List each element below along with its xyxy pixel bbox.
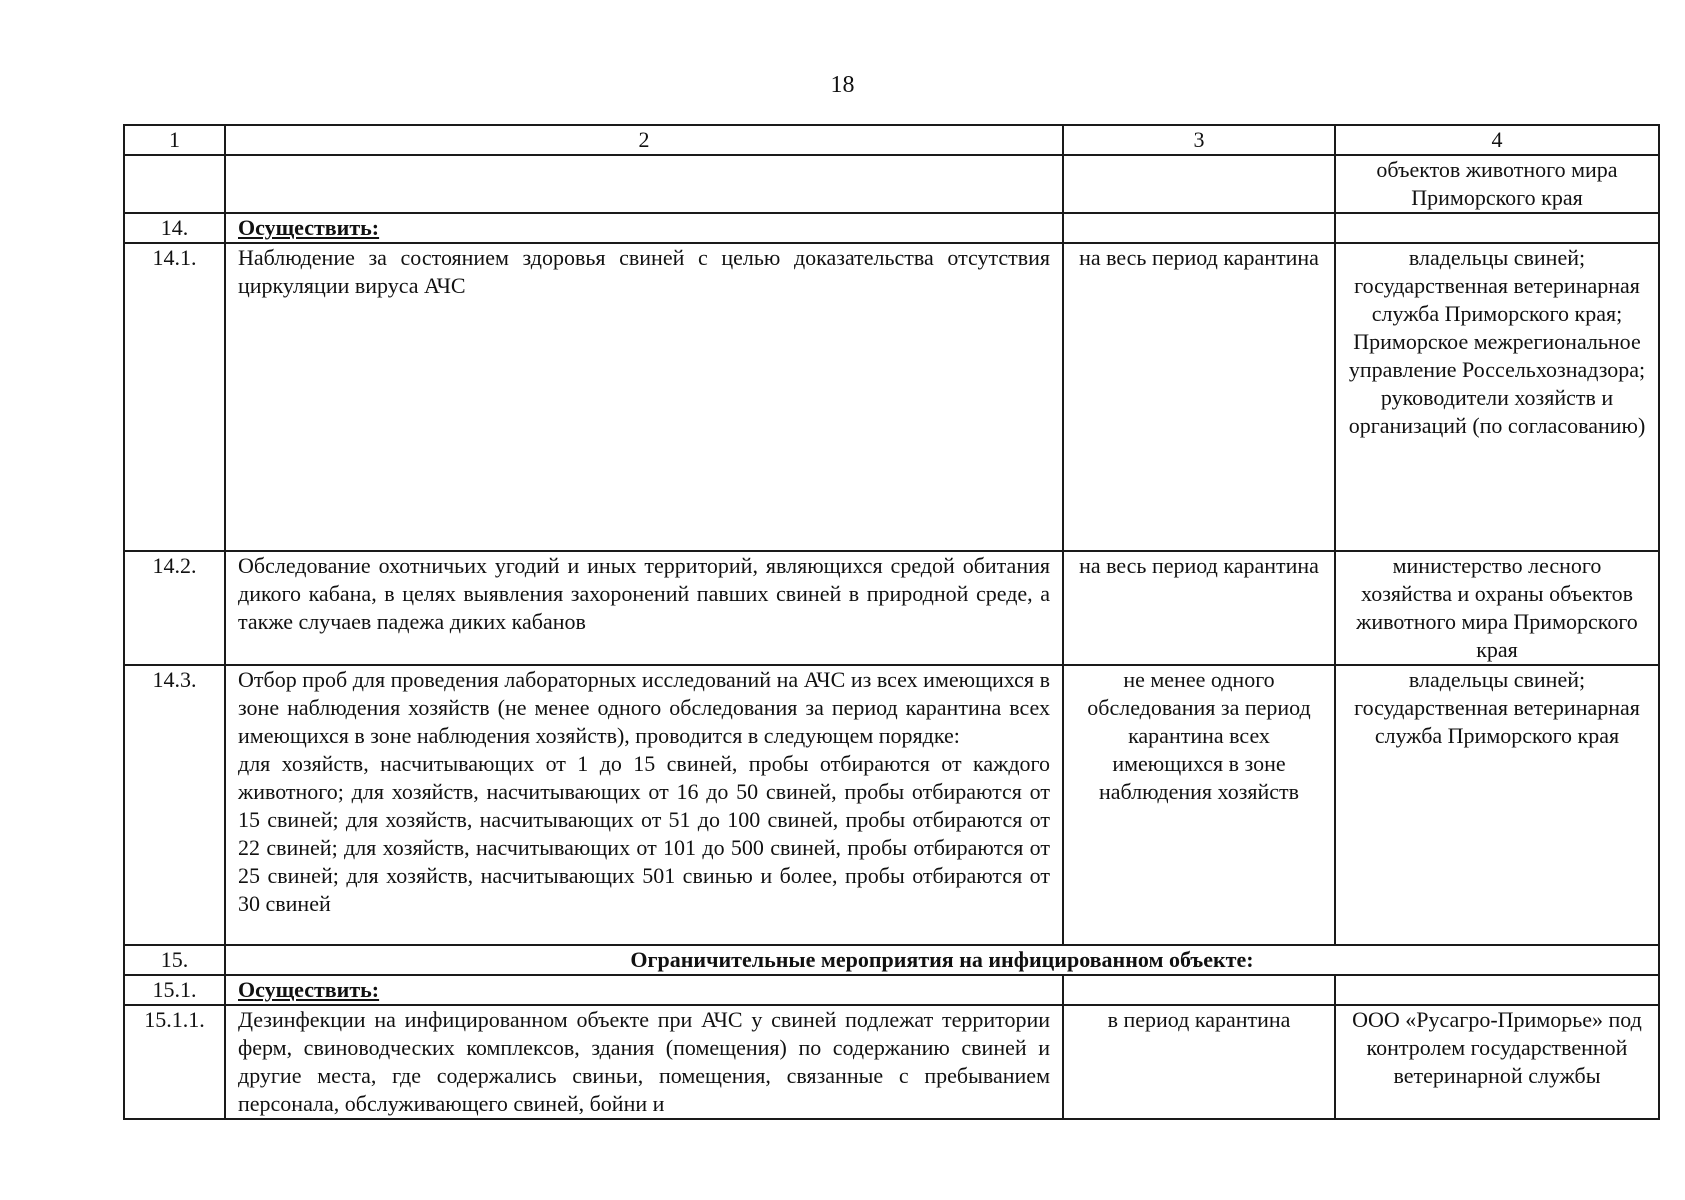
table-row [124, 213, 1659, 243]
measure-cell: Обследование охотничьих угодий и иных территорий, являющихся средой обитания дикого кабана, в целях выявления захоронений павших свиней в природной среде, а также случаев падежа диких кабанов [225, 551, 1063, 665]
row-number: 14.3. [124, 665, 225, 945]
section-heading: Ограничительные мероприятия на инфицированном объекте: [225, 945, 1659, 975]
row-number: 14.1. [124, 243, 225, 551]
responsible-cell: ООО «Русагро-Приморье» под контролем государственной ветеринарной службы [1335, 1005, 1659, 1119]
column-number-1: 1 [124, 125, 225, 155]
table-row [124, 243, 1659, 551]
measure-detail-text: для хозяйств, насчитывающих от 1 до 15 свиней, пробы отбираются от каждого животного; для хозяйств, насчитывающих от 16 до 50 свиней, пробы отбираются от 15 свиней; для хозяйств, насчитывающих от 51 до 100 свиней, пробы отбираются от 22 свиней; для хозяйств, насчитывающих от 101 до 500 свиней, пробы отбираются от 25 свиней; для хозяйств, насчитывающих 501 свинью и более, пробы отбираются от 30 свиней [238, 751, 1050, 916]
table-header-row [124, 125, 1659, 155]
table-row [124, 945, 1659, 975]
row-number: 15. [124, 945, 225, 975]
responsible-cell: владельцы свиней; государственная ветеринарная служба Приморского края [1335, 665, 1659, 945]
measure-cell: Дезинфекции на инфицированном объекте при АЧС у свиней подлежат территории ферм, свиноводческих комплексов, здания (помещения) по содержанию свиней и другие места, где содержались свиньи, помещения, связанные с пребыванием персонала, обслуживающего свиней, бойни и [225, 1005, 1063, 1119]
section-subheading: Осуществить: [225, 975, 1063, 1005]
section-subheading: Осуществить: [225, 213, 1063, 243]
measure-text: Отбор проб для проведения лабораторных исследований на АЧС из всех имеющихся в зоне наблюдения хозяйств (не менее одного обследования за период карантина всех имеющихся в зоне наблюдения хозяйств), проводится в следующем порядке: [238, 667, 1050, 748]
column-number-4: 4 [1335, 125, 1659, 155]
column-number-3: 3 [1063, 125, 1335, 155]
row-number: 15.1.1. [124, 1005, 225, 1119]
row-number: 14. [124, 213, 225, 243]
responsible-cell: владельцы свиней; государственная ветеринарная служба Приморского края; Приморское межрегиональное управление Россельхознадзора; руководители хозяйств и организаций (по согласованию) [1335, 243, 1659, 551]
table-row [124, 975, 1659, 1005]
page-number: 18 [830, 72, 855, 98]
responsible-cell: министерство лесного хозяйства и охраны объектов животного мира Приморского края [1335, 551, 1659, 665]
table-row [124, 665, 1659, 945]
responsible-cell: объектов животного мира Приморского края [1335, 155, 1659, 213]
term-cell: на весь период карантина [1063, 243, 1335, 551]
term-cell: на весь период карантина [1063, 551, 1335, 665]
row-number: 14.2. [124, 551, 225, 665]
column-number-2: 2 [225, 125, 1063, 155]
measures-table [123, 124, 1660, 1120]
term-cell: в период карантина [1063, 1005, 1335, 1119]
table-row [124, 551, 1659, 665]
table-row [124, 155, 1659, 213]
term-cell: не менее одного обследования за период карантина всех имеющихся в зоне наблюдения хозяйств [1063, 665, 1335, 945]
table-row [124, 1005, 1659, 1119]
row-number: 15.1. [124, 975, 225, 1005]
measure-cell [225, 665, 1063, 945]
measure-cell: Наблюдение за состоянием здоровья свиней с целью доказательства отсутствия циркуляции вируса АЧС [225, 243, 1063, 551]
